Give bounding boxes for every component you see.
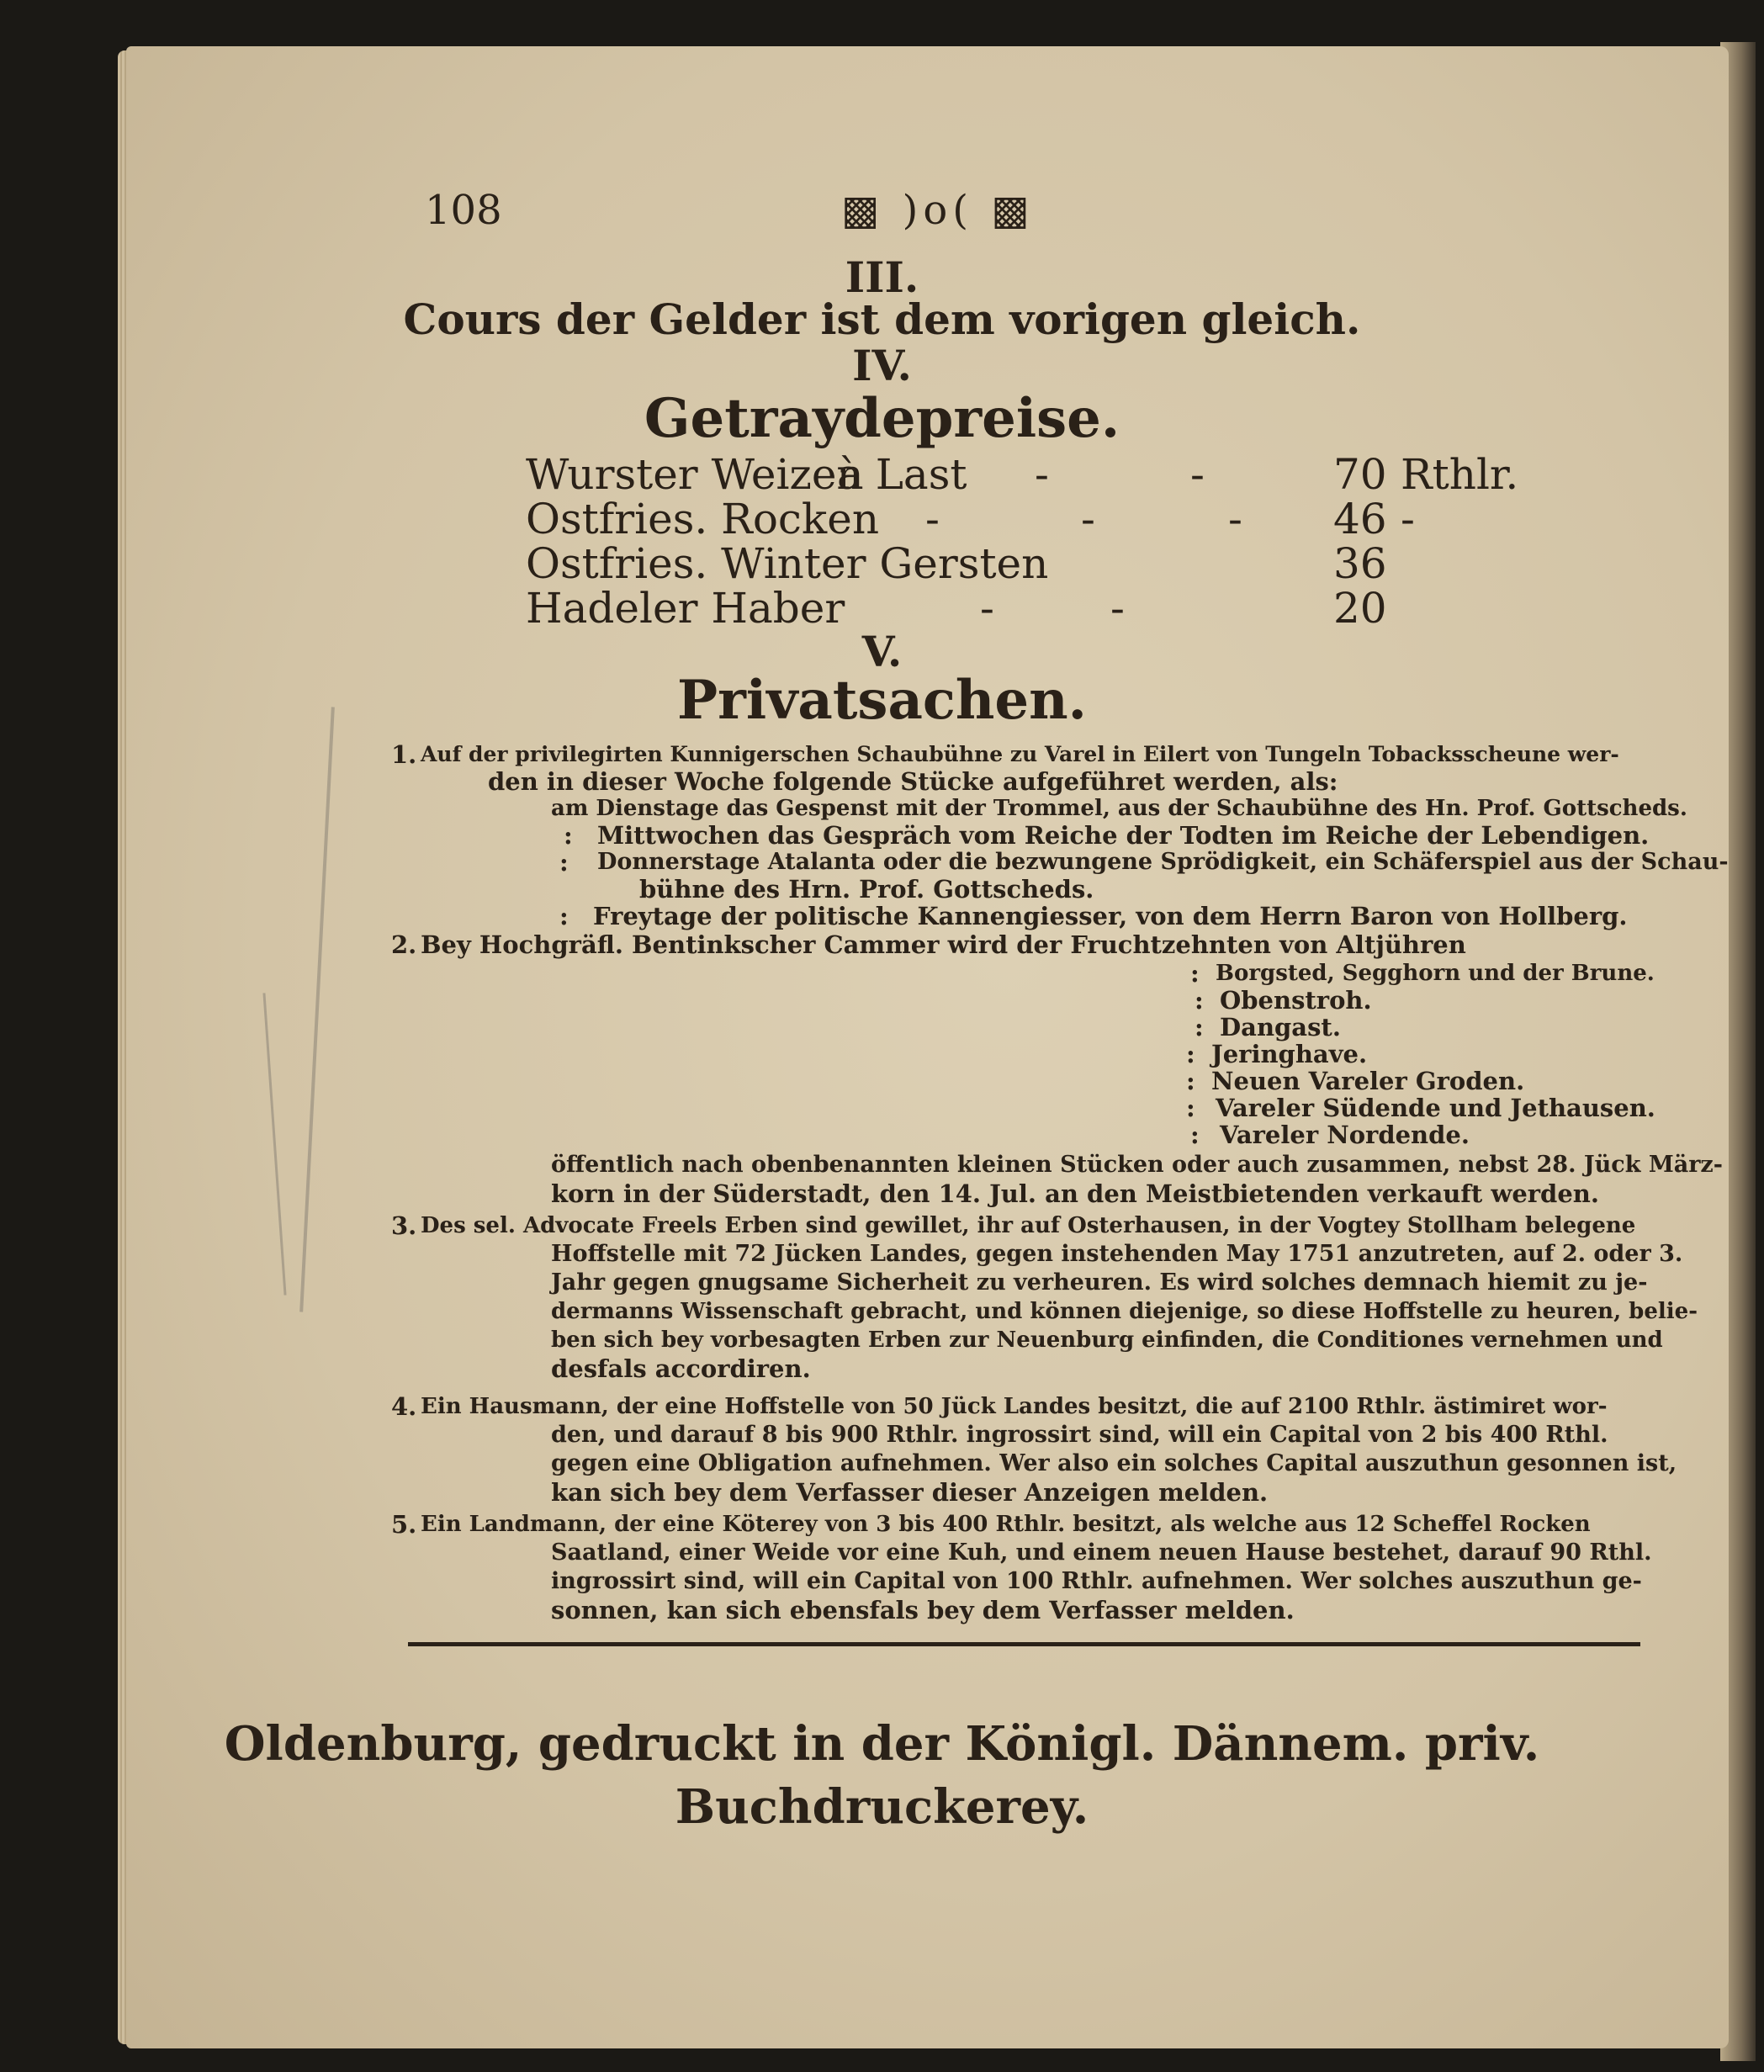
grain-name: Hadeler Haber bbox=[526, 584, 845, 633]
grain-currency: Rthlr. bbox=[1401, 450, 1519, 499]
ditto-mark: : bbox=[559, 848, 569, 877]
play-line: Freytage der politische Kannengiesser, von dem Herrn Baron von Hollberg. bbox=[593, 902, 1628, 930]
item-line: den in dieser Woche folgende Stücke aufgeführet werden, als: bbox=[488, 767, 1338, 796]
ditto-mark: : bbox=[559, 902, 569, 930]
price-row bbox=[526, 539, 1502, 590]
item-line: dermanns Wissenschaft gebracht, und können diejenige, so diese Hoffstelle zu heuren, belie- bbox=[551, 1299, 1698, 1324]
item-number: 4. bbox=[391, 1392, 417, 1421]
grain-price: 46 bbox=[1333, 495, 1387, 543]
section-5-numeral: V. bbox=[861, 627, 903, 676]
item-line: Des sel. Advocate Freels Erben sind gewillet, ihr auf Osterhausen, in der Vogtey Stollham belegene bbox=[421, 1213, 1636, 1238]
ditto-mark: : bbox=[1190, 959, 1200, 988]
page-number: 108 bbox=[425, 187, 502, 234]
price-dash: - bbox=[980, 584, 994, 633]
item-line: desfals accordiren. bbox=[551, 1354, 811, 1383]
item-line: Saatland, einer Weide vor eine Kuh, und einem neuen Hause bestehet, darauf 90 Rthl. bbox=[551, 1539, 1652, 1566]
imprint-line: Oldenburg, gedruckt in der Königl. Dännem. priv. bbox=[224, 1716, 1540, 1772]
place-line: Borgsted, Segghorn und der Brune. bbox=[1216, 961, 1655, 986]
place-line: Neuen Vareler Groden. bbox=[1211, 1067, 1525, 1095]
section-3-numeral: III. bbox=[845, 252, 919, 302]
item-number: 1. bbox=[391, 740, 417, 769]
grain-name: Wurster Weizen bbox=[526, 450, 864, 499]
grain-unit: à Last bbox=[837, 450, 967, 499]
section-4-numeral: IV. bbox=[852, 341, 912, 390]
ditto-mark: : bbox=[1195, 1013, 1204, 1041]
place-line: Vareler Südende und Jethausen. bbox=[1216, 1094, 1655, 1122]
grain-currency: - bbox=[1401, 495, 1415, 543]
section-5-title: Privatsachen. bbox=[677, 669, 1087, 732]
item-number: 2. bbox=[391, 930, 417, 959]
item-number: 3. bbox=[391, 1211, 417, 1240]
grain-price: 36 bbox=[1333, 539, 1387, 588]
grain-price: 70 bbox=[1333, 450, 1387, 499]
play-line: am Dienstage das Gespenst mit der Trommel, aus der Schaubühne des Hn. Prof. Gottscheds. bbox=[551, 796, 1687, 821]
ditto-mark: : bbox=[1195, 986, 1204, 1015]
ditto-mark: : bbox=[564, 821, 573, 850]
item-line: Ein Landmann, der eine Köterey von 3 bis 400 Rthlr. besitzt, als welche aus 12 Scheffel Rocken bbox=[421, 1512, 1591, 1537]
divider-rule bbox=[408, 1642, 1640, 1646]
price-dash: - bbox=[1228, 495, 1242, 543]
item-line: kan sich bey dem Verfasser dieser Anzeigen melden. bbox=[551, 1478, 1269, 1507]
ditto-mark: : bbox=[1186, 1067, 1195, 1095]
grain-name: Ostfries. Rocken bbox=[526, 495, 880, 543]
play-line: Mittwochen das Gespräch vom Reiche der Todten im Reiche der Lebendigen. bbox=[597, 821, 1650, 850]
price-dash: - bbox=[1081, 495, 1095, 543]
ditto-mark: : bbox=[1186, 1094, 1195, 1122]
price-row bbox=[526, 450, 1519, 501]
price-dash: - bbox=[1035, 450, 1049, 499]
grain-price: 20 bbox=[1333, 584, 1387, 633]
item-line: Jahr gegen gnugsame Sicherheit zu verheuren. Es wird solches demnach hiemit zu je- bbox=[551, 1269, 1648, 1296]
header-ornament: ▩ )o( ▩ bbox=[841, 187, 1035, 234]
item-line: korn in der Süderstadt, den 14. Jul. an den Meistbietenden verkauft werden. bbox=[551, 1179, 1599, 1208]
item-line: sonnen, kan sich ebensfals bey dem Verfasser melden. bbox=[551, 1596, 1295, 1624]
price-dash: - bbox=[1190, 450, 1205, 499]
imprint-line: Buchdruckerey. bbox=[675, 1779, 1089, 1835]
play-line: Donnerstage Atalanta oder die bezwungene Sprödigkeit, ein Schäferspiel aus der Schau- bbox=[597, 849, 1729, 875]
item-line: öffentlich nach obenbenannten kleinen Stücken oder auch zusammen, nebst 28. Jück März- bbox=[551, 1152, 1723, 1178]
ditto-mark: : bbox=[1190, 1121, 1200, 1149]
price-dash: - bbox=[925, 495, 940, 543]
item-line: Hoffstelle mit 72 Jücken Landes, gegen instehenden May 1751 anzutreten, auf 2. oder 3. bbox=[551, 1241, 1683, 1267]
play-line: bühne des Hrn. Prof. Gottscheds. bbox=[639, 875, 1094, 904]
place-line: Dangast. bbox=[1220, 1013, 1341, 1041]
page-header bbox=[0, 187, 1764, 237]
item-line: gegen eine Obligation aufnehmen. Wer also ein solches Capital auszuthun gesonnen ist, bbox=[551, 1450, 1677, 1476]
item-line: den, und darauf 8 bis 900 Rthlr. ingrossirt sind, will ein Capital von 2 bis 400 Rthl. bbox=[551, 1422, 1608, 1448]
grain-name: Ostfries. Winter Gersten bbox=[526, 539, 1049, 588]
price-dash: - bbox=[1110, 584, 1125, 633]
place-line: Jeringhave. bbox=[1211, 1040, 1368, 1068]
place-line: Obenstroh. bbox=[1220, 986, 1372, 1015]
item-line: ingrossirt sind, will ein Capital von 100 Rthlr. aufnehmen. Wer solches auszuthun ge- bbox=[551, 1568, 1642, 1594]
section-4-title: Getraydepreise. bbox=[644, 387, 1120, 450]
price-row bbox=[526, 495, 1502, 545]
item-number: 5. bbox=[391, 1510, 417, 1539]
item-line: Ein Hausmann, der eine Hoffstelle von 50 Jück Landes besitzt, die auf 2100 Rthlr. ästimiret wor- bbox=[421, 1394, 1608, 1419]
item-line: Bey Hochgräfl. Bentinkscher Cammer wird der Fruchtzehnten von Altjühren bbox=[421, 930, 1466, 959]
place-line: Vareler Nordende. bbox=[1220, 1121, 1470, 1149]
item-line: Auf der privilegirten Kunnigerschen Schaubühne zu Varel in Eilert von Tungeln Tobacksscheune wer- bbox=[421, 742, 1619, 766]
item-line: ben sich bey vorbesagten Erben zur Neuenburg einfinden, die Conditiones vernehmen und bbox=[551, 1327, 1663, 1353]
ditto-mark: : bbox=[1186, 1040, 1195, 1068]
section-3-title: Cours der Gelder ist dem vorigen gleich. bbox=[403, 294, 1361, 344]
